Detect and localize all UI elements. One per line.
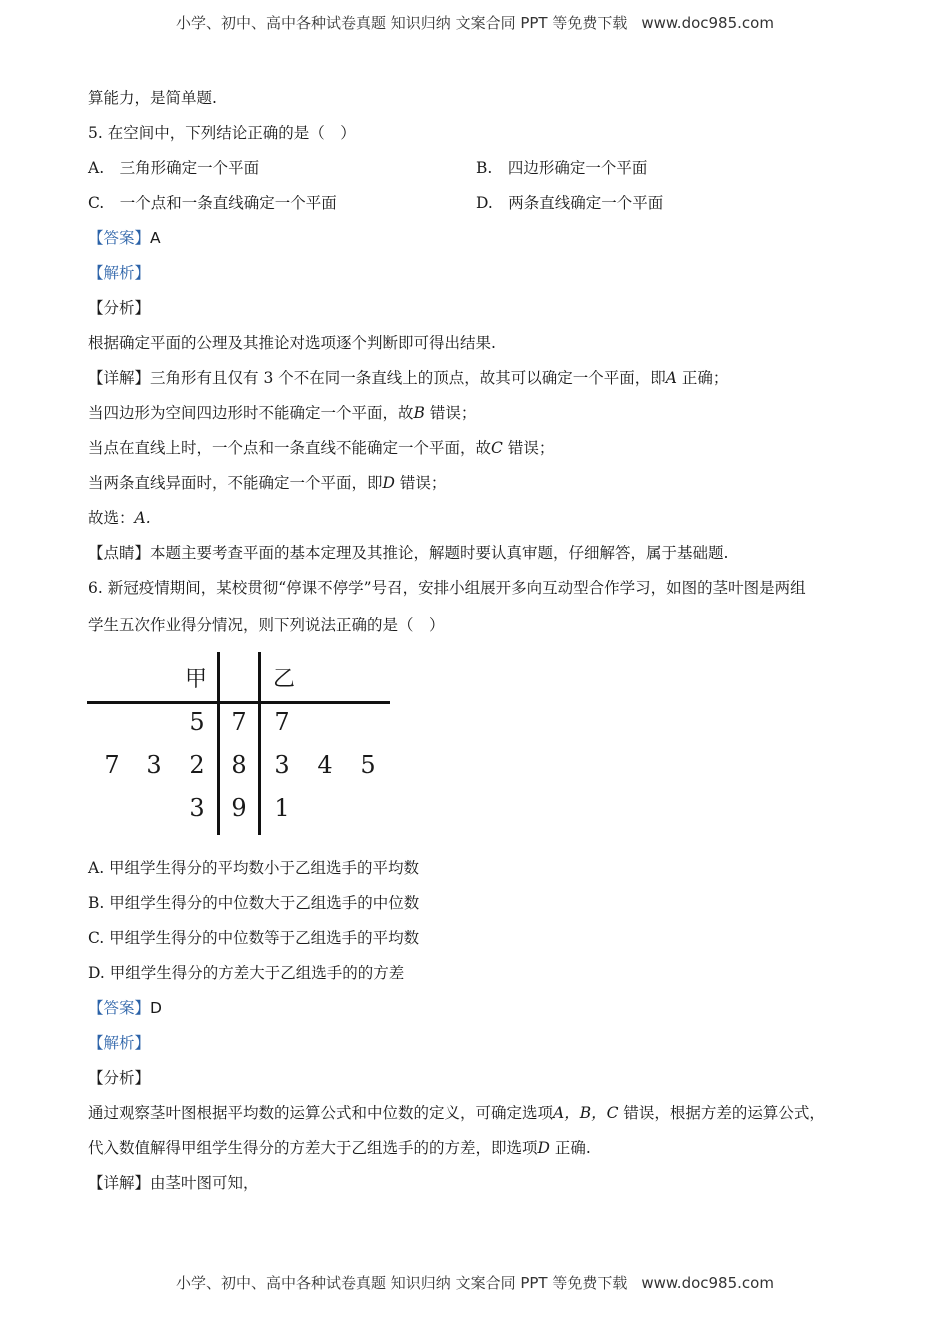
fenxi-text: 代入数值解得甲组学生得分的方差大于乙组选手的的方差，即选项 (88, 1139, 538, 1157)
q6-option-d: D. 甲组学生得分的方差大于乙组选手的的方差 (88, 964, 405, 982)
header-site[interactable]: www.doc985.com (641, 14, 774, 32)
question-6-line-1: 6. 新冠疫情期间，某校贯彻“停课不停学”号召，安排小组展开多向互动型合作学习，如图的茎叶图是两组 (88, 579, 806, 597)
leaf: 3 (274, 751, 290, 779)
math-var: A，B，C (553, 1104, 619, 1122)
leaf: 5 (360, 751, 376, 779)
fenxi-text: 错误，根据方差的运算公式， (623, 1104, 825, 1122)
dianjing-text: 本题主要考查平面的基本定理及其推论，解题时要认真审题，仔细解答，属于基础题. (150, 544, 729, 562)
leaf: 1 (274, 794, 290, 822)
leaf: 3 (146, 751, 162, 779)
header-text: 小学、初中、高中各种试卷真题 知识归纳 文案合同 PPT 等免费下载 (176, 14, 628, 32)
answer-tag: 【答案】 (88, 229, 151, 247)
detail-text: 当点在直线上时，一个点和一条直线不能确定一个平面，故 (88, 439, 492, 457)
leaf: 5 (189, 708, 205, 736)
fenxi-tag: 【分析】 (88, 299, 151, 317)
q5-detail-3 (88, 438, 554, 458)
q6-option-b: B. 甲组学生得分的中位数大于乙组选手的中位数 (88, 894, 420, 912)
q6-detail (88, 1173, 259, 1193)
math-var: D (537, 1139, 550, 1157)
page-footer (0, 1272, 950, 1293)
left-label: 甲 (184, 667, 207, 692)
detail-text: 错误； (507, 439, 555, 457)
math-var: D (382, 474, 395, 492)
leaf: 2 (189, 751, 205, 779)
q5-detail-4 (88, 473, 446, 493)
math-var: C (491, 439, 503, 457)
detail-text: 错误； (399, 474, 447, 492)
fenxi-tag: 【分析】 (88, 1069, 151, 1087)
q5-option-c: C. 一个点和一条直线确定一个平面 (88, 194, 337, 212)
q5-option-d: D. 两条直线确定一个平面 (476, 194, 664, 212)
fenxi-text: 通过观察茎叶图根据平均数的运算公式和中位数的定义，可确定选项 (88, 1104, 554, 1122)
q6-answer (88, 998, 162, 1018)
footer-site[interactable]: www.doc985.com (641, 1274, 774, 1292)
right-label: 乙 (272, 667, 295, 692)
detail-text: 正确； (681, 369, 729, 387)
detail-text: 当四边形为空间四边形时不能确定一个平面，故 (88, 404, 414, 422)
q5-detail-2 (88, 403, 476, 423)
q6-fenxi-2 (88, 1138, 591, 1158)
leaf: 4 (317, 751, 333, 779)
detail-text: 由茎叶图可知， (150, 1174, 259, 1192)
stem: 7 (231, 708, 247, 736)
detail-text: 错误； (429, 404, 477, 422)
q5-dianjing (88, 543, 728, 563)
stem: 8 (231, 751, 247, 779)
left-divider (217, 652, 220, 835)
right-divider (258, 652, 261, 835)
q5-detail-1 (88, 368, 728, 388)
leaf: 7 (274, 708, 290, 736)
answer-value: D (150, 999, 162, 1017)
q6-fenxi-1 (88, 1103, 825, 1123)
q5-answer (88, 228, 161, 248)
analysis-tag: 【解析】 (88, 264, 151, 282)
stem: 9 (231, 794, 247, 822)
q5-option-b: B. 四边形确定一个平面 (476, 159, 648, 177)
leaf: 3 (189, 794, 205, 822)
leaf: 7 (104, 751, 120, 779)
dianjing-tag: 【点睛】 (88, 544, 151, 562)
answer-tag: 【答案】 (88, 999, 151, 1017)
page-header (0, 12, 950, 33)
detail-tag: 【详解】 (88, 369, 151, 387)
fenxi-text: 正确. (554, 1139, 591, 1157)
math-var: A. (134, 509, 151, 527)
detail-text: 三角形有且仅有 3 个不在同一条直线上的顶点，故其可以确定一个平面，即 (150, 369, 666, 387)
math-var: B (413, 404, 425, 422)
detail-tag: 【详解】 (88, 1174, 151, 1192)
detail-text: 当两条直线异面时，不能确定一个平面，即 (88, 474, 383, 492)
q5-option-a: A. 三角形确定一个平面 (88, 159, 260, 177)
header-rule (87, 701, 390, 704)
text-line: 算能力，是简单题. (88, 89, 217, 107)
q6-option-c: C. 甲组学生得分的中位数等于乙组选手的平均数 (88, 929, 420, 947)
math-var: A (665, 369, 677, 387)
answer-value: A (150, 229, 161, 247)
analysis-tag: 【解析】 (88, 1034, 151, 1052)
q6-option-a: A. 甲组学生得分的平均数小于乙组选手的平均数 (88, 859, 420, 877)
q5-fenxi: 根据确定平面的公理及其推论对选项逐个判断即可得出结果. (88, 334, 496, 352)
select-text: 故选： (88, 509, 135, 527)
question-6-line-2: 学生五次作业得分情况，则下列说法正确的是（ ） (88, 616, 445, 634)
question-5: 5. 在空间中，下列结论正确的是（ ） (88, 124, 356, 142)
footer-text: 小学、初中、高中各种试卷真题 知识归纳 文案合同 PPT 等免费下载 (176, 1274, 628, 1292)
q5-select (88, 508, 151, 528)
